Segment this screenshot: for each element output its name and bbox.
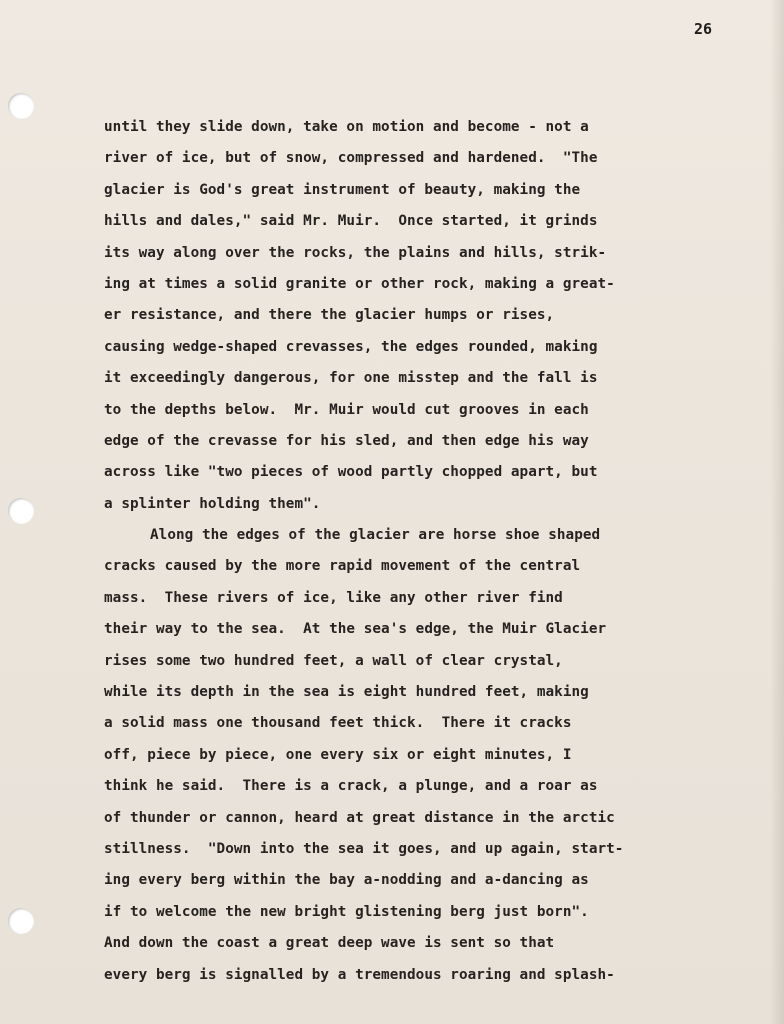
text-line: mass. These rivers of ice, like any other river find: [104, 589, 563, 606]
paragraph-first-line: Along the edges of the glacier are horse shoe shaped: [150, 527, 601, 544]
text-line: a splinter holding them".: [104, 495, 321, 512]
page-number: 26: [694, 20, 713, 38]
text-line: their way to the sea. At the sea's edge, the Muir Glacier: [104, 621, 607, 638]
punch-hole-top: [8, 93, 34, 119]
text-line: off, piece by piece, one every six or eight minutes, I: [104, 746, 572, 763]
text-line: across like "two pieces of wood partly chopped apart, but: [104, 464, 598, 481]
text-line: its way along over the rocks, the plains and hills, strik-: [104, 244, 607, 261]
text-line: edge of the crevasse for his sled, and then edge his way: [104, 432, 589, 449]
text-line: hills and dales," said Mr. Muir. Once started, it grinds: [104, 213, 598, 230]
text-line: rises some two hundred feet, a wall of clear crystal,: [104, 652, 563, 669]
text-line: glacier is God's great instrument of beauty, making the: [104, 181, 581, 198]
text-line: it exceedingly dangerous, for one misstep and the fall is: [104, 370, 598, 387]
text-line: if to welcome the new bright glistening berg just born".: [104, 903, 589, 920]
punch-hole-middle: [8, 498, 34, 524]
text-line: stillness. "Down into the sea it goes, and up again, start-: [104, 840, 624, 857]
text-line: while its depth in the sea is eight hundred feet, making: [104, 684, 589, 701]
text-line: ing at times a solid granite or other rock, making a great-: [104, 275, 615, 292]
text-line: And down the coast a great deep wave is sent so that: [104, 935, 555, 952]
punch-hole-bottom: [8, 908, 34, 934]
text-line: ing every berg within the bay a-nodding and a-dancing as: [104, 872, 589, 889]
text-line: of thunder or cannon, heard at great distance in the arctic: [104, 809, 615, 826]
text-line: er resistance, and there the glacier humps or rises,: [104, 307, 555, 324]
typed-body-text: [104, 114, 704, 993]
text-line: cracks caused by the more rapid movement of the central: [104, 558, 581, 575]
text-line: think he said. There is a crack, a plunge, and a roar as: [104, 778, 598, 795]
text-line: a solid mass one thousand feet thick. There it cracks: [104, 715, 572, 732]
text-line: to the depths below. Mr. Muir would cut grooves in each: [104, 401, 589, 418]
page-edge-shadow: [770, 0, 784, 1024]
text-line: every berg is signalled by a tremendous roaring and splash-: [104, 966, 615, 983]
text-line: causing wedge-shaped crevasses, the edges rounded, making: [104, 338, 598, 355]
text-line: until they slide down, take on motion and become - not a: [104, 119, 589, 135]
text-line: river of ice, but of snow, compressed and hardened. "The: [104, 150, 598, 167]
